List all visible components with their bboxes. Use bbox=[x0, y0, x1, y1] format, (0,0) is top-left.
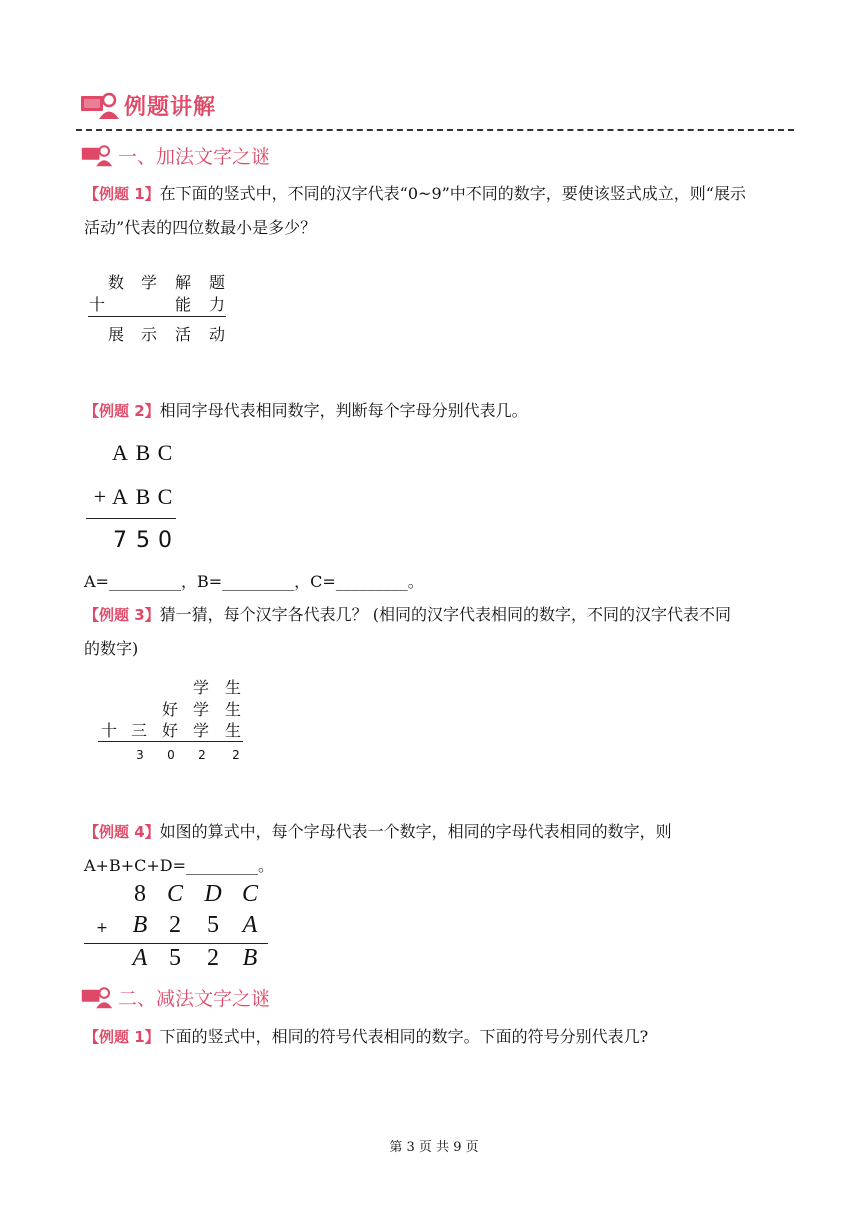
dashed-divider bbox=[76, 129, 794, 131]
example-5-text: 【例题 1】下面的竖式中，相同的符号代表相同的数字。下面的符号分别代表几? bbox=[84, 1027, 649, 1046]
example-2-answer: A=_________，B=_________，C=_________。 bbox=[84, 572, 424, 591]
section-header bbox=[80, 88, 216, 122]
teacher-icon bbox=[80, 143, 114, 167]
example-3-text: 【例题 3】猜一猜，每个汉字各代表几？ (相同的汉字代表相同的数字，不同的汉字代表不同 的数字) bbox=[84, 605, 732, 658]
example-2-text: 【例题 2】相同字母代表相同数字，判断每个字母分别代表几。 bbox=[84, 401, 528, 420]
teacher-icon bbox=[80, 985, 114, 1009]
teacher-icon bbox=[80, 90, 120, 120]
section-title-2: 二、减法文字之谜 bbox=[80, 984, 270, 1010]
page-title: 例题讲解 bbox=[124, 94, 217, 120]
section-title-1: 一、加法文字之谜 bbox=[80, 142, 270, 168]
example-1-text: 【例题 1】在下面的竖式中，不同的汉字代表“0~9”中不同的数字，要使该竖式成立，则“展示 活动”代表的四位数最小是多少？ bbox=[84, 184, 746, 237]
example-4-text: 【例题 4】如图的算式中，每个字母代表一个数字，相同的字母代表相同的数字，则 A+B+C+D=_________。 bbox=[84, 822, 672, 875]
page-footer: 第 3 页 共 9 页 bbox=[389, 1140, 479, 1155]
